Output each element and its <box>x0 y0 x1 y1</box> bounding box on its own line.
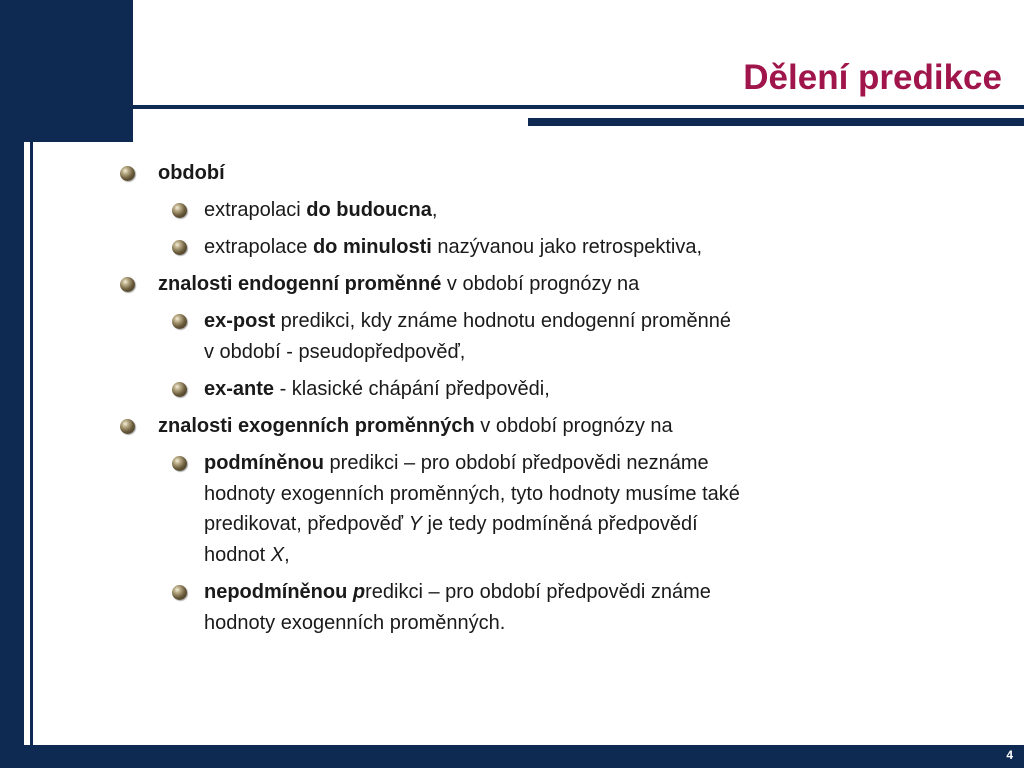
bullet-item <box>204 577 904 638</box>
bullet-text <box>158 269 898 300</box>
bullet-item <box>158 411 898 442</box>
bullet-item <box>204 306 904 367</box>
bullet-segment: do budoucna <box>306 199 432 221</box>
footer-bar <box>0 745 1024 768</box>
bullet-segment: hodnoty exogenních proměnných. <box>204 611 506 634</box>
bullet-segment: extrapolace <box>204 236 313 258</box>
bullet-segment: p <box>352 581 366 603</box>
bullet-segment: období <box>158 162 225 184</box>
bullet-segment: hodnoty exogenních proměnných, tyto hodnoty musíme také <box>204 482 740 505</box>
bullet-item <box>204 448 904 570</box>
bullet-segment: do minulosti <box>312 236 432 258</box>
bullet-segment: hodnot <box>204 543 271 566</box>
bullet-text <box>158 158 898 189</box>
bullet-segment: ex-post <box>204 310 276 332</box>
bullet-segment: redikci – pro období předpovědi známe <box>365 581 711 603</box>
bullet-segment: v období - pseudopředpověď, <box>204 340 466 363</box>
bullet-segment: podmíněnou <box>204 452 324 474</box>
left-accent-stripe <box>30 142 33 745</box>
bullet-segment: - klasické chápání předpovědi, <box>274 378 550 400</box>
bullet-sphere-icon <box>172 240 187 255</box>
bullet-segment: je tedy podmíněná předpovědí <box>421 513 698 535</box>
bullet-text <box>204 232 904 263</box>
bullet-text <box>204 577 904 638</box>
bullet-text <box>204 306 904 367</box>
bullet-segment: predikci – pro období předpovědi neznáme <box>323 452 709 474</box>
bullet-segment: extrapolaci <box>204 199 307 221</box>
bullet-sphere-icon <box>120 419 135 434</box>
bullet-segment: v období prognózy na <box>474 415 673 437</box>
bullet-item <box>204 232 904 263</box>
corner-block <box>0 0 133 142</box>
bullet-text <box>204 448 904 570</box>
bullet-segment: ex-ante <box>204 378 275 400</box>
bullet-text <box>204 374 904 405</box>
bullet-sphere-icon <box>172 314 187 329</box>
bullet-item <box>158 269 898 300</box>
bullet-item <box>204 195 904 226</box>
bullet-segment: nazývanou jako retrospektiva, <box>431 236 703 258</box>
bullet-segment: , <box>284 543 290 566</box>
title-rule-thick <box>528 118 1024 126</box>
slide-title: Dělení predikce <box>743 58 1002 97</box>
bullet-segment: X <box>270 543 285 566</box>
page-number: 4 <box>1006 748 1013 762</box>
bullet-sphere-icon <box>172 585 187 600</box>
bullet-segment: predikovat, předpověď <box>204 513 409 535</box>
bullet-text <box>158 411 898 442</box>
bullet-segment: Y <box>408 513 422 535</box>
bullet-segment: znalosti endogenní proměnné <box>158 273 442 295</box>
bullet-segment: nepodmíněnou <box>204 581 353 603</box>
bullet-segment: predikci, kdy známe hodnotu endogenní proměnné <box>275 310 731 332</box>
bullet-segment: znalosti exogenních proměnných <box>158 415 475 437</box>
bullet-sphere-icon <box>172 203 187 218</box>
bullet-sphere-icon <box>120 166 135 181</box>
bullet-segment: , <box>431 199 438 221</box>
title-rule-thin <box>133 105 1024 109</box>
bullet-sphere-icon <box>120 277 135 292</box>
bullet-text <box>204 195 904 226</box>
bullet-sphere-icon <box>172 456 187 471</box>
bullet-sphere-icon <box>172 382 187 397</box>
bullet-item <box>204 374 904 405</box>
bullet-item <box>158 158 898 189</box>
bullet-segment: v období prognózy na <box>441 273 640 295</box>
